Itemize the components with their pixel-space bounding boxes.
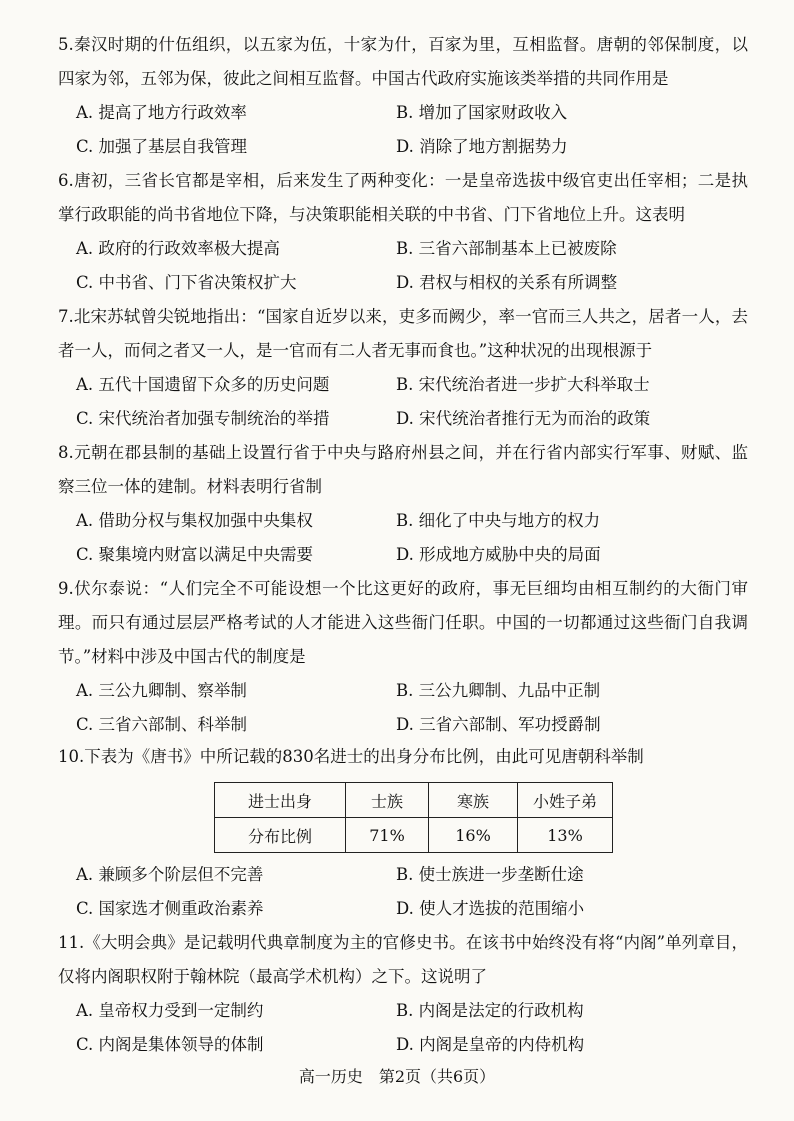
option-b: B. 三省六部制基本上已被废除 bbox=[396, 239, 617, 258]
question-stem: 7.北宋苏轼曾尖锐地指出：“国家自近岁以来，吏多而阙少，率一官而三人共之，居者一人，去者一人，而伺之者又一人，是一官而有二人者无事而食也。”这种状况的出现根源于 bbox=[58, 307, 748, 360]
option-c: C. 中书省、门下省决策权扩大 bbox=[76, 273, 297, 292]
options bbox=[58, 232, 748, 300]
table-cell: 13% bbox=[518, 818, 613, 853]
options bbox=[58, 674, 748, 742]
option-d: D. 内阁是皇帝的内侍机构 bbox=[396, 1035, 585, 1054]
table-cell: 寒族 bbox=[429, 783, 518, 818]
option-d: D. 宋代统治者推行无为而治的政策 bbox=[396, 409, 651, 428]
options bbox=[58, 96, 748, 164]
question-stem: 8.元朝在郡县制的基础上设置行省于中央与路府州县之间，并在行省内部实行军事、财赋、监察三位一体的建制。材料表明行省制 bbox=[58, 443, 748, 496]
option-b: B. 内阁是法定的行政机构 bbox=[396, 1001, 584, 1020]
option-a: A. 提高了地方行政效率 bbox=[76, 103, 247, 122]
table-row bbox=[215, 818, 613, 853]
option-c: C. 国家选才侧重政治素养 bbox=[76, 899, 264, 918]
option-d: D. 三省六部制、军功授爵制 bbox=[396, 715, 601, 734]
question-10-options bbox=[58, 858, 748, 926]
options bbox=[58, 504, 748, 572]
page-footer: 高一历史 第2页（共6页） bbox=[298, 1067, 496, 1086]
question-7 bbox=[58, 300, 748, 436]
option-d: D. 君权与相权的关系有所调整 bbox=[396, 273, 618, 292]
table-cell: 进士出身 bbox=[215, 783, 346, 818]
question-10 bbox=[58, 740, 748, 774]
options bbox=[58, 994, 748, 1062]
table-cell: 16% bbox=[429, 818, 518, 853]
option-b: B. 宋代统治者进一步扩大科举取士 bbox=[396, 375, 650, 394]
option-a: A. 政府的行政效率极大提高 bbox=[76, 239, 280, 258]
distribution-table bbox=[214, 782, 613, 853]
question-11 bbox=[58, 926, 748, 1062]
option-c: C. 加强了基层自我管理 bbox=[76, 137, 248, 156]
question-stem: 9.伏尔泰说：“人们完全不可能设想一个比这更好的政府，事无巨细均由相互制约的大衙门审理。而只有通过层层严格考试的人才能进入这些衙门任职。中国的一切都通过这些衙门自我调节。”材料中涉及中国古代的制度是 bbox=[58, 579, 748, 666]
question-stem: 11.《大明会典》是记载明代典章制度为主的官修史书。在该书中始终没有将“内阁”单列章目，仅将内阁职权附于翰林院（最高学术机构）之下。这说明了 bbox=[58, 933, 748, 986]
option-d: D. 消除了地方割据势力 bbox=[396, 137, 568, 156]
option-a: A. 借助分权与集权加强中央集权 bbox=[76, 511, 313, 530]
options bbox=[58, 858, 748, 926]
table-cell: 士族 bbox=[346, 783, 429, 818]
question-stem: 6.唐初，三省长官都是宰相，后来发生了两种变化：一是皇帝选拔中级官吏出任宰相；二是执掌行政职能的尚书省地位下降，与决策职能相关联的中书省、门下省地位上升。这表明 bbox=[58, 171, 748, 224]
options bbox=[58, 368, 748, 436]
option-c: C. 宋代统治者加强专制统治的举措 bbox=[76, 409, 330, 428]
option-b: B. 细化了中央与地方的权力 bbox=[396, 511, 601, 530]
option-d: D. 形成地方威胁中央的局面 bbox=[396, 545, 601, 564]
option-d: D. 使人才选拔的范围缩小 bbox=[396, 899, 585, 918]
question-5 bbox=[58, 28, 748, 164]
option-a: A. 五代十国遗留下众多的历史问题 bbox=[76, 375, 330, 394]
table-header-row bbox=[215, 783, 613, 818]
question-9 bbox=[58, 572, 748, 742]
option-a: A. 三公九卿制、察举制 bbox=[76, 681, 247, 700]
option-c: C. 三省六部制、科举制 bbox=[76, 715, 248, 734]
option-c: C. 内阁是集体领导的体制 bbox=[76, 1035, 264, 1054]
table-cell: 71% bbox=[346, 818, 429, 853]
question-stem: 10.下表为《唐书》中所记载的830名进士的出身分布比例，由此可见唐朝科举制 bbox=[58, 747, 644, 766]
option-c: C. 聚集境内财富以满足中央需要 bbox=[76, 545, 314, 564]
option-b: B. 增加了国家财政收入 bbox=[396, 103, 568, 122]
question-8 bbox=[58, 436, 748, 572]
table-cell: 分布比例 bbox=[215, 818, 346, 853]
option-a: A. 兼顾多个阶层但不完善 bbox=[76, 865, 264, 884]
option-b: B. 三公九卿制、九品中正制 bbox=[396, 681, 601, 700]
option-b: B. 使士族进一步垄断仕途 bbox=[396, 865, 584, 884]
option-a: A. 皇帝权力受到一定制约 bbox=[76, 1001, 264, 1020]
question-stem: 5.秦汉时期的什伍组织，以五家为伍，十家为什，百家为里，互相监督。唐朝的邻保制度，以四家为邻，五邻为保，彼此之间相互监督。中国古代政府实施该类举措的共同作用是 bbox=[58, 35, 748, 88]
question-6 bbox=[58, 164, 748, 300]
table-cell: 小姓子弟 bbox=[518, 783, 613, 818]
